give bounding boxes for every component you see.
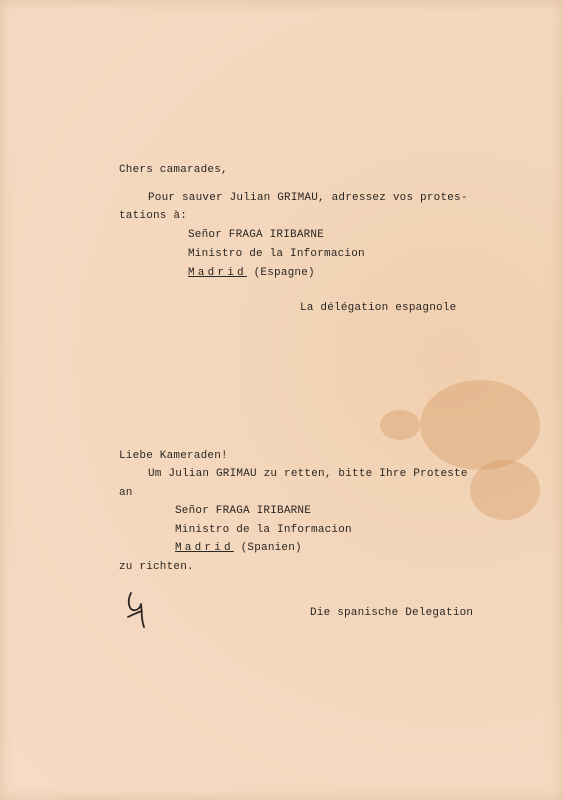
german-ministry: Ministro de la Informacion — [175, 524, 352, 536]
french-country: (Espagne) — [253, 267, 315, 279]
french-addressee: Señor FRAGA IRIBARNE — [188, 229, 325, 241]
handwritten-signature — [122, 589, 152, 631]
german-city: Madrid — [175, 542, 234, 554]
french-city: Madrid — [188, 267, 247, 279]
french-city-line — [188, 266, 315, 280]
german-greeting: Liebe Kameraden! — [119, 450, 228, 462]
german-line-3: zu richten. — [119, 561, 194, 573]
french-greeting: Chers camarades, — [119, 164, 228, 176]
german-city-line — [175, 541, 302, 555]
french-ministry: Ministro de la Informacion — [188, 248, 365, 260]
french-line-1: Pour sauver Julian GRIMAU, adressez vos protes- — [148, 192, 468, 204]
french-line-2: tations à: — [119, 210, 188, 222]
german-signature: Die spanische Delegation — [310, 607, 474, 619]
german-country: (Spanien) — [240, 542, 302, 554]
german-addressee: Señor FRAGA IRIBARNE — [175, 505, 312, 517]
german-line-2: an — [119, 487, 133, 499]
german-line-1: Um Julian GRIMAU zu retten, bitte Ihre Proteste — [148, 468, 468, 480]
french-signature: La délégation espagnole — [300, 302, 457, 314]
paper-stain — [380, 410, 420, 440]
paper-stain — [470, 460, 540, 520]
paper-stain — [420, 380, 540, 470]
